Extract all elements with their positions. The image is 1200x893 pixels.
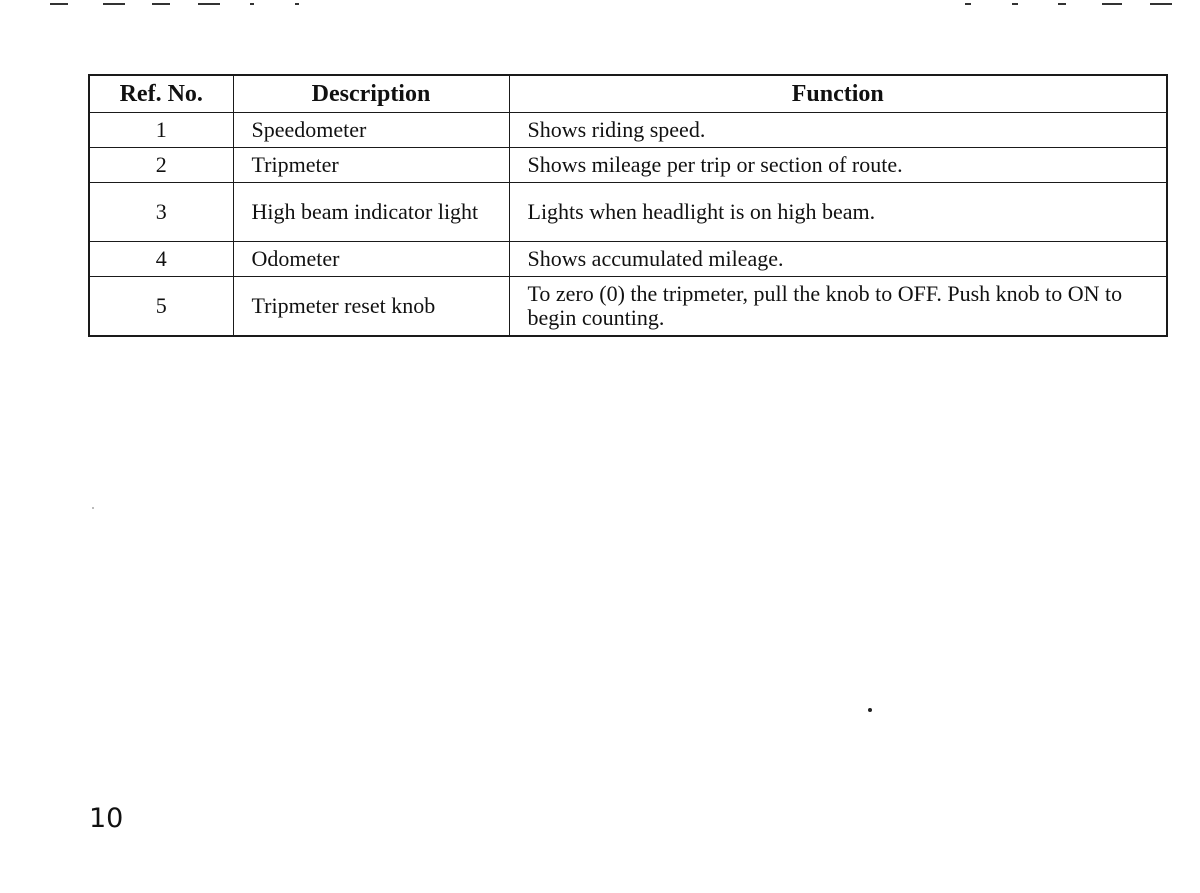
table-header-row [89, 75, 1167, 113]
cell-ref: 5 [89, 277, 233, 337]
table-row [89, 148, 1167, 183]
table-row [89, 242, 1167, 277]
cell-description: High beam indicator light [233, 183, 509, 242]
edge-mark [50, 3, 68, 5]
edge-mark [295, 3, 299, 5]
edge-mark [1012, 3, 1018, 5]
table-row [89, 183, 1167, 242]
cell-function: Shows mileage per trip or section of route. [509, 148, 1167, 183]
cell-description: Tripmeter reset knob [233, 277, 509, 337]
cell-function: To zero (0) the tripmeter, pull the knob to OFF. Push knob to ON to begin counting. [509, 277, 1167, 337]
edge-mark [198, 3, 220, 5]
cell-ref: 2 [89, 148, 233, 183]
page-number: 10 [89, 803, 124, 834]
top-edge-marks [0, 0, 1200, 8]
cell-description: Odometer [233, 242, 509, 277]
cell-ref: 3 [89, 183, 233, 242]
cell-description: Speedometer [233, 113, 509, 148]
cell-ref: 1 [89, 113, 233, 148]
scan-dot [868, 708, 872, 712]
cell-function: Shows accumulated mileage. [509, 242, 1167, 277]
edge-mark [1102, 3, 1122, 5]
edge-mark [1058, 3, 1066, 5]
cell-function: Shows riding speed. [509, 113, 1167, 148]
edge-mark [250, 3, 254, 5]
cell-ref: 4 [89, 242, 233, 277]
scan-speck [92, 507, 94, 509]
edge-mark [152, 3, 170, 5]
table-row [89, 113, 1167, 148]
edge-mark [965, 3, 971, 5]
header-function: Function [509, 75, 1167, 113]
header-ref-no: Ref. No. [89, 75, 233, 113]
edge-mark [103, 3, 125, 5]
edge-mark [1150, 3, 1172, 5]
header-description: Description [233, 75, 509, 113]
instrument-function-table [88, 74, 1168, 337]
table-row [89, 277, 1167, 337]
cell-description: Tripmeter [233, 148, 509, 183]
cell-function: Lights when headlight is on high beam. [509, 183, 1167, 242]
